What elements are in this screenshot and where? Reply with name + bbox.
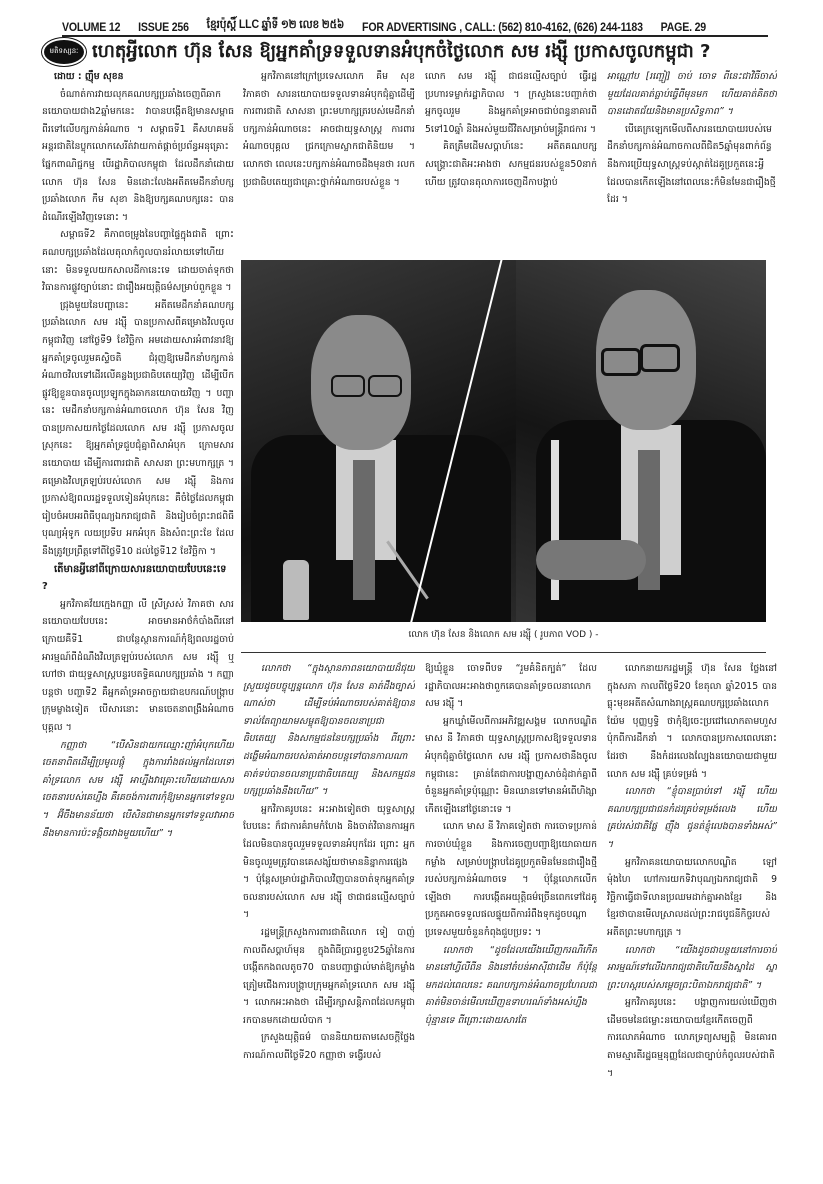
article-headline: ហេតុអ្វីលោក ហ៊ុន សែន ឱ្យអ្នកគាំទ្រទទួលទានអំបុកចំថ្ងៃលោក សម រង្ស៊ី ប្រកាសចូលកម្ពុជា ? (92, 41, 711, 62)
volume-label: VOLUME 12 (62, 22, 121, 34)
paragraph: អ្នកវិភាគរូបនេះ អះអាងទៀតថា យុទ្ធសាស្ត្របែបនេះ ក៏ជាការគំរាមកំហែង និងចាត់វិធានការអ្នកដែលមិនបានចូលរួមទទួលទានអំបុកដែរ ព្រោះ អ្នកមិនចូលរួមត្រូវបានគេសង្ស័យថាមាននិន្នាការផ្សេង ។ ប៉ុន្តែសម្រាប់រដ្ឋាភិបាលវិញបានចាត់ទុកអ្នកគាំទ្រចលនារបស់លោក សម រង្ស៊ី ថាជាជនល្មើសច្បាប់ ។ (243, 803, 415, 921)
advertising-contact: FOR ADVERTISING , CALL: (562) 810-4162, (626) 244-1183 (362, 22, 643, 34)
paragraph: ជ្រុងមួយនៃបញ្ហានេះ អតីតមេដឹកនាំគណបក្សប្រឆាំងលោក សម រង្ស៊ី បានប្រកាសពីគម្រោងវិលចូលកម្ពុជាវិញ នៅថ្ងៃទី9 ខែវិច្ឆិកា អមដោយសារអំពាវនាវឱ្យអ្នកគាំទ្រចូលរួមគស្ទិចតិ ជំរុញឱ្យមេដឹកនាំបក្សកាន់អំណាចវិលទៅដើរលើគន្លងប្រជាធិបតេយ្យវិញ ដើម្បីបើកផ្លូវឱ្យខ្លួនបានចូលប្រឡូកក្នុងឆាកនយោបាយវិញ ។ បញ្ហានេះ មេដឹកនាំបក្សកាន់អំណាចលោក ហ៊ុន សែន វិញ បានប្រកាសយកថ្ងៃដែលលោក សម រង្ស៊ី ប្រកាសចូលស្រុកនេះ ឱ្យអ្នកគាំទ្រជួបជុំគ្នាពិសាអំបុក ក្រោមសារនយោបាយ ដើម្បីការពារជាតិ សាសនា ព្រះមហាក្សត្រ ។ គម្រោងវិលត្រឡប់របស់លោក សម រង្ស៊ី និងការប្រកាស់ឱ្យពលរដ្ឋទទួលទៀនអំបុកនេះ គឺចំថ្ងៃដែលកម្ពុជារៀបចំអបអរពិធីបុណ្យឯករាជ្យជាតិ និងរៀបចំព្រះរាជពិធីបុណ្យអុំទូក លយប្រទីប អកអំបុក និងសំពះព្រះខែ ដែលនឹងត្រូវប្រព្រឹត្តទៅពីថ្ងៃទី10 ដល់ថ្ងៃទី12 ខែវិច្ឆិកា ។ (42, 299, 234, 558)
paragraph: អ្នកវិភាគវ័យក្មេងកញ្ញា លី ស្រីស្រស់ វិភាគថា សារនយោបាយបែបនេះ អាចមានអាថ៌កំបាំងពីរនៅក្រោយគឺទី1 ជាបន្ថែស្ថានការណ៍កុំឱ្យពលរដ្ឋចាប់អារម្មណ៍ពីដំណឹងវិលត្រឡប់របស់លោក សម រង្ស៊ី ឬហៅថា ជាយុទ្ធសាស្ត្របន្ទរបតទ្ធិគណបក្សប្រឆាំង ។ កញ្ញាបន្តថា បញ្ហាទី2 គឺអ្នកគាំទ្រអាចក្លាយជាឧបករណ៍បង្ក្រាបក្រុមម្ខាងទៀត បើសារនោះ មានចេតនាពង្រឹងអំណាចបុគ្គល ។ (42, 598, 234, 733)
header-divider (62, 35, 768, 37)
paragraph: លោក មាស នី វិភាគទៀតថា ការចោទប្រកាន់ ការចាប់ឃុំខ្លួន និងការចេញបញ្ជាឱ្យយោធាយកកម្លាំង សម្រាប់បង្ក្រាបដៃគូប្រកួតមិនមែនជារឿងថ្មីរបស់បក្សកាន់អំណាចទេ ។ ប៉ុន្តែលោកលើកឡើងថា ការបង្កើតអយុត្តិធម៌ច្រើនពេកទៅដៃគូប្រកួតអាចទទួលផលផ្ទុយពីការរំពឹងទុកដូចបណ្តាប្រទេសមួយចំនួនកំពុងជួបប្រទះ ។ (425, 821, 597, 938)
quote-paragraph: លោកថា “យើងដូចជាបន្ថយនៅការចាប់អារម្មណ៍ទៅលើឯករាជ្យជាតិហើយនឹងស្នាដៃ ស្នាព្រះហស្តរបស់សម្តេចព្រះបិតាឯករាជ្យជាតិ” ។ (607, 944, 777, 991)
paragraph: អ្នកវិភាគរូបនេះ បង្ហាញការយល់ឃើញថាដើមចមនៃជម្លោះនយោបាយខ្មែរកើតចេញពីការលោភអំណាច លោភទ្រព្យសម្បត្តិ មិនគោរពតាមស្មារតីរដ្ឋធម្មនុញ្ញដែលជាច្បាប់កំពូលរបស់ជាតិ ។ (607, 997, 777, 1079)
paragraph: ឱ្យឃុំខ្លួន ចោទពីបទ “រួមគំនិតក្បត់” ដែលរដ្ឋាភិបាលអះអាងថាពួកគេបានគាំទ្រចលនាលោក សម រង្ស៊ី ។ (425, 663, 597, 710)
paragraph: លោកនាយករដ្ឋមន្ត្រី ហ៊ុន សែន ថ្លែងនៅក្នុងសភា កាលពីថ្ងៃទី20 ខែតុលា ឆ្នាំ2015 បានធ្លុះមុខអតីតសំណាងរាស្ត្រគណបក្សប្រឆាំងលោក យ៉ែម បុញ្ញឫទ្ធិ ថាកុំឱ្យចេះប្រជៅលោកតាមហួសប៉ុកពីការដឹកនាំ ។ លោកបានប្រកាសពេលនោះដែរថា នឹងកំដរលេងល្បែងនយោបាយជាមួយលោក សម រង្ស៊ី គ្រប់ទម្រង់ ។ (607, 663, 777, 780)
paragraph: រដ្ឋមន្ត្រីក្រសួងការពារជាតិលោក ទៀ បាញ់ កាលពីសប្តាហ៍មុន ក្នុងពិធីប្រារព្ធខួប25ឆ្នាំនៃការបង្កើតកងពលតូច70 បានបញ្ជាផ្ទាល់មាត់ឱ្យកម្លាំងត្រៀមជើងការបង្ក្រាបក្រុមអ្នកគាំទ្រលោក សម រង្ស៊ី ។ លោកអះអាងថា ដើម្បីរក្សាសន្តិភាពដែលកម្ពុជារកបានមកដោយលំបាក ។ (243, 926, 415, 1026)
caption-divider (241, 652, 766, 653)
column-3-bottom (425, 660, 597, 1120)
column-4-top (607, 68, 777, 254)
paragraph: ក្រសួងយុត្តិធម៌ បាននិយាយតាមសេចក្តីថ្លែងការណ៍កាលពីថ្ងៃទី20 កញ្ញាថា ទង្វើរបស់ (243, 1032, 415, 1062)
paragraph: លោក សម រង្ស៊ី ជាជនល្មើសច្បាប់ ធ្វើរដ្ឋប្រហារទម្លាក់រដ្ឋាភិបាល ។ ក្រសួងនេះបញ្ជាក់ថា អ្នកចូលរួម និងអ្នកគាំទ្រអាចជាប់ពន្ធនាគារពី 5ទៅ10ឆ្នាំ និងអស់មួយជីវិតសម្រាប់មន្ត្រីរាជការ ។ (425, 71, 597, 135)
paragraph: សម្ពាធទី2 គឺភាពចម្រូងនៃបញ្ហាផ្ទៃក្នុងជាតិ ព្រោះគណបក្សប្រឆាំងដែលតុលាកំពូលបានរំលាយទៅហើយនោះ មិនទទួលយកសាលដីកានេះទេ ដោយចាត់ទុកថាវិធានការផ្លូវច្បាប់នោះ ជារឿងអយុត្តិធម៌សម្រាប់ពួកខ្លួន ។ (42, 229, 234, 294)
quote-paragraph: លោកថា “ដូចដែលយើងឃើញករណីកើតមាននៅហ្វីលីពីន និងនៅតំបន់អាស៊ីជាដើម ក៏ប៉ុន្តែមកដល់ពេលនេះ គណបក្សកាន់អំណាចប្រហែលជាគាត់មិនចាន់មើលឃើញឧទាហរណ៍ទាំងអស់ហ្នឹងប៉ុន្មានទេ ពីព្រោះដោយសារតែ (425, 944, 597, 1026)
paragraph: អ្នកវិភាគនយោបាយលោកបណ្ឌិត ឡៅ ម៉ុងហៃ ហៅការយកទិវាបុណ្យឯករាជ្យជាតិ 9 វិច្ឆិកាធ្វើជាទីលានប្រឈមដាក់គ្នាអាងខ្មែរ និងខ្មែរថាបានមើលស្រាលដល់ព្រះរាជបូជនីកិច្ចរបស់អតីតព្រះមហាក្សត្រ ។ (607, 856, 777, 938)
masthead-bar (62, 18, 706, 34)
section-badge-label: មតិទស្សនៈ (49, 47, 79, 55)
issue-label: ISSUE 256 (138, 22, 189, 34)
quote-paragraph: កញ្ញាថា “បើសិនជាយកឈ្មោះញាំអំបុកហើយចេតនាពិតដើម្បីប្រមូលផ្តុំ ក្នុងការរាំងផល់អ្នកដែលទៅគាំទ្រលោក សម រង្ស៊ី អាហ្នឹងវាគ្រោះហើយដោយសារចេតនារបស់គេហ្នឹង គឺគេចង់ការពារកុំឱ្យមានអ្នកទៅទទួល ។ អ៊ីចឹងមានន័យថា បើសិនជាមានអ្នកទៅទទួលវាអាចនឹងមានការប៉ះទង្គិចរវាងមួយហើយ” ។ (42, 739, 234, 839)
byline: ដោយ : ញ៉ឹម សុខន (54, 71, 124, 82)
paragraph: អ្នកវិភាគនៅក្រៅប្រទេសលោក គឹម សុខ វិភាគថា សារនយោបាយទទួលទានអំបុកជុំគ្នាដើម្បីការពារជាតិ សាសនា ព្រះមហាក្សត្ររបស់មេដឹកនាំបក្សកាន់អំណាចនេះ អាចជាយុទ្ធសាស្ត្រ ការពារអំណាចបុគ្គល ជ្រកក្រោមស្លាកជាតិនិយម ។ លោកថា ពេលនេះបក្សកាន់អំណាចដឹងមុនថា រលកប្រជាធិបតេយ្យជាគ្រោះថ្នាក់អំណាចរបស់ខ្លួន ។ (243, 71, 415, 188)
column-4-bottom (607, 660, 777, 1120)
headline-row (44, 38, 784, 66)
quote-paragraph: លោកថា “ខ្ញុំបានប្រាប់ទៅ រង្ស៊ី ហើយគណបក្សប្រជាជនកំដរគ្រប់ទម្រង់លេង ហើយគ្រប់រស់ជាតិផ្លែ ញ៉ឹង ជូនត់ខ្ញុំលេងបានទាំងអស់” ។ (607, 786, 777, 850)
section-subheading: តើមានអ្វីនៅពីក្រោយសារនយោបាយបែបនេះទេ ? (42, 563, 227, 593)
publisher-label: ខ្មែរប៉ុស្តិ៍ LLC ឆ្នាំទី ១២ លេខ ២៥៦ (206, 19, 345, 31)
quote-paragraph: អាណ្ណៅប [រញ្ជៀ] ចាប់ ចោទ ពីនេះជាវិធីចាស់មួយដែលគាត់ធ្លាប់ធ្វើពីមុនមក ហើយគាត់គិតថាបានដោតជ័យនិងមានប្រសិទ្ធភាព” ។ (607, 71, 777, 118)
column-3-top (425, 68, 597, 254)
quote-paragraph: លោកថា “ក្នុងស្ថានភាពនយោបាយដ៏ជុយស្រួយដូចបច្ចុប្បន្នលោក ហ៊ុន សែន គាត់ដឹងច្បាស់ណាស់ថា ដើម្បីទប់អំណាចរបស់គាត់ឱ្យបាន ទាល់តែព្យាយាមសម្លុតឱ្យបានចលនាប្រជាធិបតេយ្យ និងសកម្មជននៃបក្សប្រឆាំង ពីព្រោះដង្ហើមអំណាចរបស់គាត់អាចបន្តទៅបានកាលណាគាត់ទប់បានចលនាប្រជាធិបតេយ្យ និងសកម្មជនបក្សប្រឆាំងនឹងហើយ” ។ (243, 663, 415, 798)
paragraph: ចំណាត់ការវាយលុកគណបក្សប្រឆាំងចេញពីឆាកនយោបាយជាង2ឆ្នាំមកនេះ វាបានបង្កើតឱ្យមានសម្ពាធពីរទៅលើបក្សកាន់អំណាច ។ សម្ពាធទី1 គឺសហគមន៍អន្តរជាតិនៃប្លុកលោកសេរីត់វាយកាត់ផ្តាច់ប្រព័ន្ធអនុគ្រោះផ្នែកពាណិជ្ជកម្ម បើរដ្ឋាភិបាលកម្ពុជា ដែលដឹកនាំដោយលោក ហ៊ុន សែន មិនដោះលែងអតីតមេដឹកនាំបក្សប្រឆាំងលោក កឹម សុខា និងឱ្យបក្សគណបក្សនេះ បានដំណើរឡើងវិញទេនោះ ។ (42, 88, 234, 223)
page-number: PAGE. 29 (660, 22, 706, 34)
paragraph: បើគេក្រឡេកមើលពីសារនយោបាយរបស់មេដឹកនាំបក្សកាន់អំណាចកាលពីជិត5ឆ្នាំមុនពាក់ព័ន្ធនឹងការប្រើយុទ្ធសាស្ត្រទប់ស្កាត់ដៃគូប្រកួតនេះអ្វីដែលបានកើតឡើងនៅពេលនេះក៏មិនមែនជារឿងថ្មីដែរ ។ (607, 123, 776, 206)
column-2-bottom (243, 660, 415, 1120)
photo-right-speaker (516, 260, 766, 622)
starburst-badge-icon (44, 40, 84, 64)
column-2-top (243, 68, 415, 254)
column-1 (42, 68, 234, 1118)
paragraph: គិតត្រឹមដើមសប្តាហ៍នេះ អតីតគណបក្សសង្គ្រោះជាតិអះអាងថា សកម្មជនរបស់ខ្លួន50នាក់ហើយ ត្រូវបានតុលាការចេញដីកាបង្គាប់ (425, 141, 597, 188)
article-photo (241, 260, 766, 622)
photo-caption: លោក ហ៊ុន សែន និងលោក សម រង្ស៊ី ( រូបភាព VOD ) - (408, 630, 599, 640)
paragraph: អ្នកឃ្លាំមើលពីការអភិវឌ្ឍសង្គម លោកបណ្ឌិត មាស នី វិភាគថា យុទ្ធសាស្ត្រប្រកាសឱ្យទទួលទានអំបុកជុំគ្នាចំថ្ងៃលោក សម រង្ស៊ី ប្រកាសថានឹងចូលកម្ពុជានេះ គ្រាន់តែជាការបង្ហាញសាច់ដុំដាក់គ្នាពីចំនួនអ្នកគាំទ្រប៉ុណ្ណោះ មិនឈានទៅមានអំពើហិង្សាកើតឡើងនៅថ្ងៃនោះទេ ។ (425, 715, 597, 815)
